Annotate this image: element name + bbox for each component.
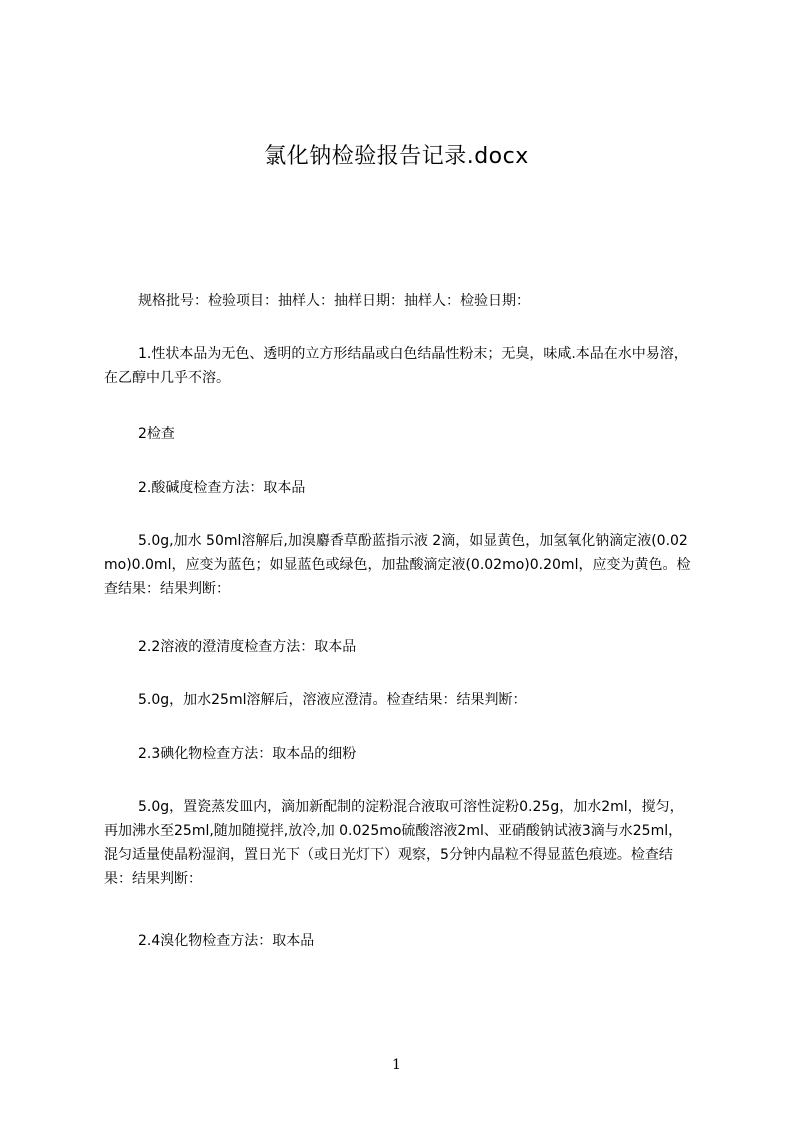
- paragraph-spec-header: 规格批号：检验项目：抽样人：抽样日期：抽样人：检验日期：: [138, 293, 530, 309]
- paragraph-acidity-method: 5.0g,加水 50ml溶解后,加溴麝香草酚蓝指示液 2滴，如显黄色，加氢氧化钠滴定液(0.02mo)0.0ml，应变为蓝色；如显蓝色或绿色，加盐酸滴定液(0.02mo)0.20ml，应变为黄色。检查结果：结果判断：: [104, 533, 691, 597]
- paragraph-acidity-heading: 2.酸碱度检查方法：取本品: [138, 480, 306, 496]
- paragraph-iodide-method: 5.0g，置瓷蒸发皿内，滴加新配制的淀粉混合液取可溶性淀粉0.25g，加水2ml，搅匀，再加沸水至25ml,随加随搅拌,放冷,加 0.025mo硫酸溶液2ml、亚硝酸钠试液3滴与水25ml，混匀适量使晶粉湿润，置日光下（或日光灯下）观察，5分钟内晶粒不得显蓝色痕迹。检查结果：结果判断：: [104, 799, 684, 887]
- paragraph-clarity-heading: 2.2溶液的澄清度检查方法：取本品: [138, 639, 357, 655]
- paragraph-iodide-heading: 2.3碘化物检查方法：取本品的细粉: [138, 746, 357, 762]
- document-title: 氯化钠检验报告记录.docx: [264, 144, 529, 169]
- paragraph-clarity-method: 5.0g，加水25ml溶解后，溶液应澄清。检查结果：结果判断：: [138, 692, 527, 708]
- paragraph-properties: 1.性状本品为无色、透明的立方形结晶或白色结晶性粉末；无臭，味咸.本品在水中易溶，在乙醇中几乎不溶。: [104, 346, 688, 386]
- paragraph-bromide-heading: 2.4溴化物检查方法：取本品: [138, 933, 315, 949]
- page-number: 1: [392, 1057, 401, 1073]
- paragraph-section-check: 2检查: [138, 426, 175, 442]
